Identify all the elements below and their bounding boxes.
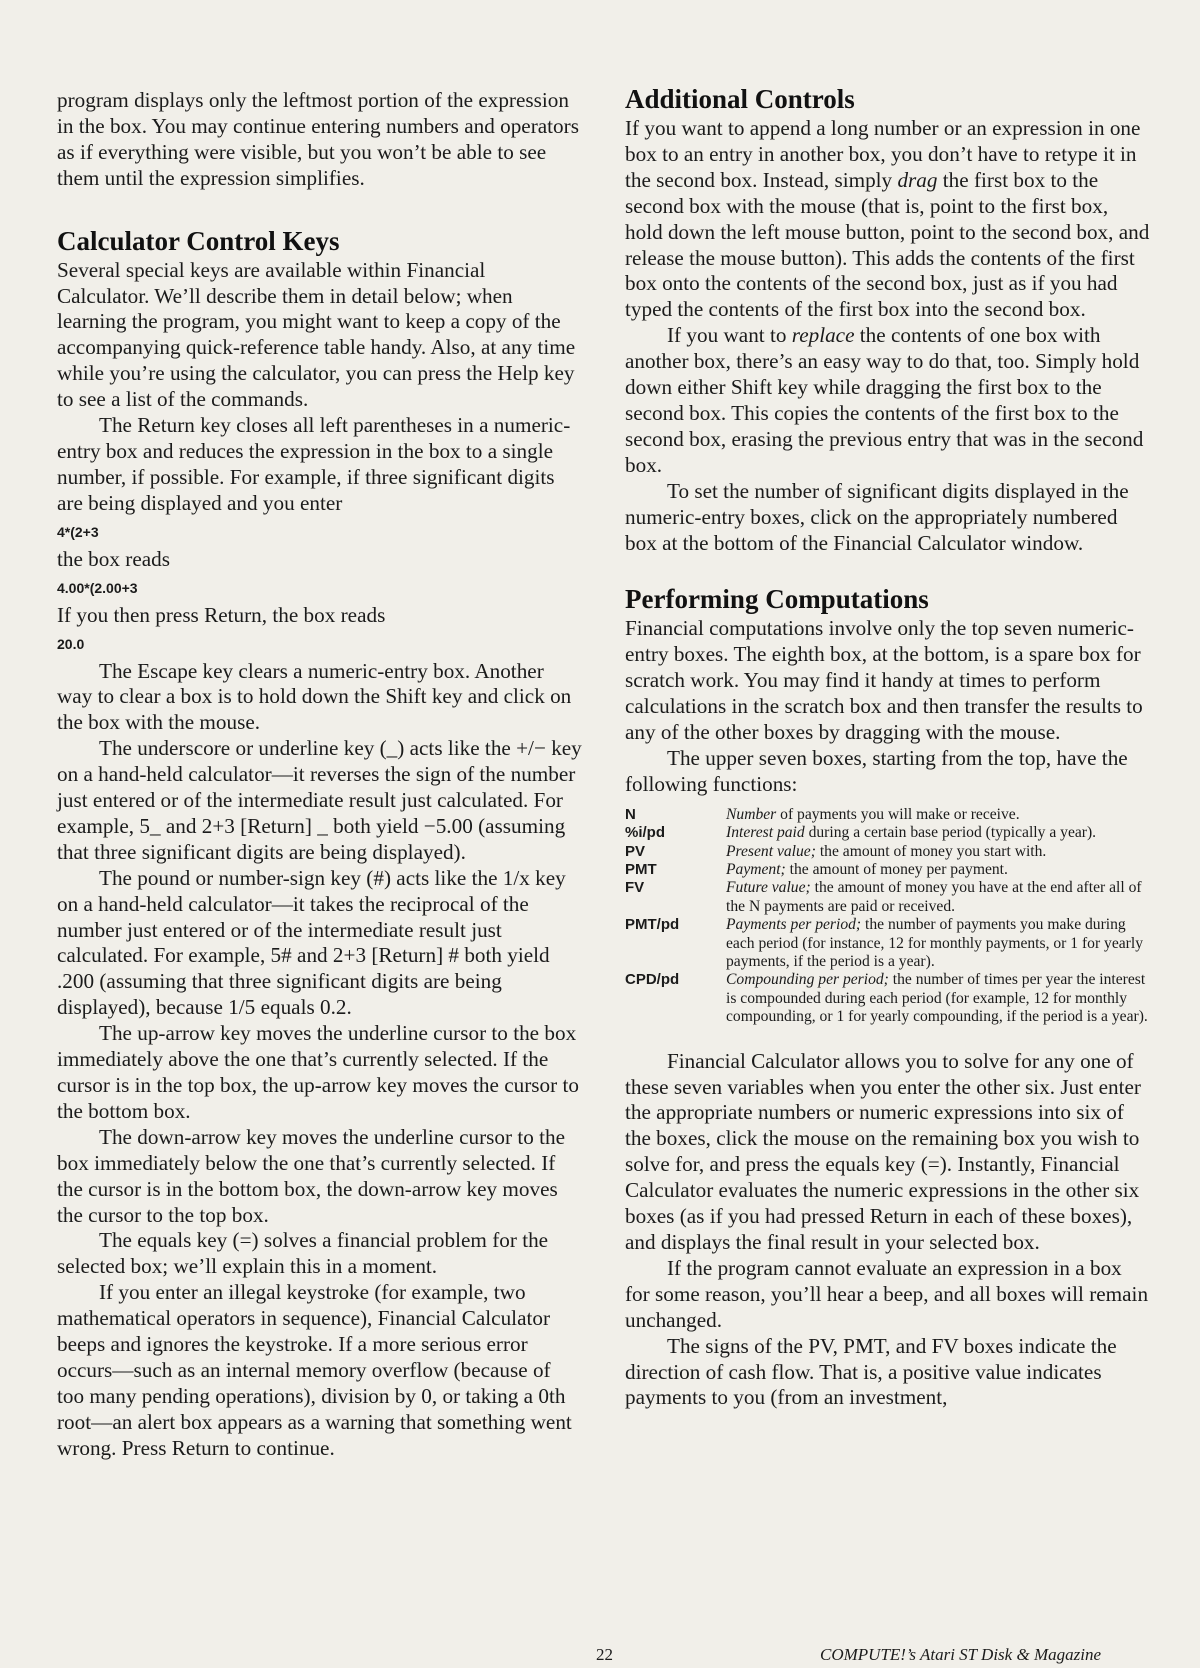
variable-desc-text: during a certain base period (typically a year). <box>804 824 1097 842</box>
code-example: 4*(2+3 <box>57 523 99 540</box>
variable-description <box>726 916 1150 971</box>
variable-description <box>726 971 1150 1026</box>
table-row <box>625 861 1150 879</box>
variable-desc-text: the amount of money you start with. <box>815 842 1047 860</box>
paragraph: The equals key (=) solves a financial problem for the selected box; we’ll explain this in a moment. <box>57 1228 549 1279</box>
variable-term: Payment; <box>726 860 786 878</box>
text: the contents of one box with another box, there’s an easy way to do that, too. Simply hold down either Shift key while dragging the first box to the second box. This copies the contents of the first box to the second box, erasing the previous entry that was in the second box. <box>625 323 1144 477</box>
variable-key: PV <box>625 842 646 860</box>
code-example: 20.0 <box>57 635 85 652</box>
magazine-title: COMPUTE!’s Atari ST Disk & Magazine <box>820 1645 1101 1664</box>
code-example: 4.00*(2.00+3 <box>57 579 138 596</box>
table-row <box>625 879 1150 916</box>
paragraph: The up-arrow key moves the underline cursor to the box immediately above the one that’s currently selected. If the cursor is in the top box, the up-arrow key moves the cursor to the bottom box. <box>57 1021 579 1123</box>
variable-desc-text: the amount of money you have at the end after all of the N payments are paid or received. <box>726 879 1142 915</box>
paragraph: To set the number of significant digits displayed in the numeric-entry boxes, click on the appropriately numbered box at the bottom of the Financial Calculator window. <box>625 478 1129 555</box>
table-row <box>625 916 1150 971</box>
table-row <box>625 843 1150 861</box>
variable-desc-text: the number of payments you make during each period (for instance, 12 for monthly payments, or 1 for yearly payments, if the period is a year). <box>726 916 1143 970</box>
page-number: 22 <box>596 1645 613 1664</box>
table-row <box>625 971 1150 1026</box>
paragraph: If you enter an illegal keystroke (for example, two mathematical operators in sequence), Financial Calculator beeps and ignores the keystroke. If a more serious error occurs—such as an internal memory overflow (because of too many pending operations), division by 0, or taking a 0th root—an alert box appears as a warning that something went wrong. Press Return to continue. <box>57 1280 572 1460</box>
variable-desc-text: the number of times per year the interest is compounded during each period (for example, 12 for monthly compounding, or 1 for yearly compounding, if the period is a year). <box>726 971 1148 1026</box>
variable-term: Number <box>726 805 777 823</box>
variable-term: Future value; <box>726 879 811 897</box>
paragraph: Several special keys are available within Financial Calculator. We’ll describe them in detail below; when learning the program, you might want to keep a copy of the accompanying quick-reference table handy. Also, at any time while you’re using the calculator, you can press the Help key to see a list of the commands. <box>57 257 576 412</box>
variables-table <box>625 806 1150 1027</box>
paragraph: The upper seven boxes, starting from the top, have the following functions: <box>625 745 1128 796</box>
variable-key: PMT <box>625 860 657 878</box>
variable-key: %i/pd <box>625 824 665 842</box>
paragraph: The pound or number-sign key (#) acts like the 1/x key on a hand-held calculator—it takes the reciprocal of the number just entered or of the intermediate result just calculated. For example, 5# and 2+3 [Return] # both yield .200 (assuming that three significant digits are being displayed), because 1/5 equals 0.2. <box>57 865 566 1020</box>
right-column <box>625 84 1150 1411</box>
paragraph: The down-arrow key moves the underline cursor to the box immediately below the one that’s currently selected. If the cursor is in the bottom box, the down-arrow key moves the cursor to the top box. <box>57 1124 565 1227</box>
variable-desc-text: the amount of money per payment. <box>785 860 1008 878</box>
variable-desc-text: of payments you will make or receive. <box>776 805 1020 823</box>
text: the first box to the second box with the mouse (that is, point to the first box, hold down the left mouse button, point to the second box, and release the mouse button). This adds the contents of the first box onto the contents of the second box, just as if you had typed the contents of the first box into the second box. <box>625 167 1150 322</box>
paragraph: Financial Calculator allows you to solve for any one of these seven variables when you enter the other six. Just enter the appropriate numbers or numeric expressions into six of the boxes, click the mouse on the remaining box you wish to solve for, and press the equals key (=). Instantly, Financial Calculator evaluates the numeric expressions in the other six boxes (as if you had pressed Return in each of these boxes), and displays the final result in your selected box. <box>625 1048 1141 1254</box>
intro-paragraph: program displays only the leftmost portion of the expression in the box. You may continue entering numbers and operators as if everything were visible, but you won’t be able to see them until the expression simplifies. <box>57 88 579 190</box>
text: If you want to append a long number or an expression in one box to an entry in another box, you don’t have to retype it in the second box. Instead, simply <box>625 116 1141 192</box>
emphasis: drag <box>897 167 938 192</box>
variable-key: N <box>625 805 636 823</box>
paragraph: The Return key closes all left parentheses in a numeric-entry box and reduces the expression in the box to a single number, if possible. For example, if three significant digits are being displayed and you enter <box>57 413 571 515</box>
variable-description <box>726 861 1150 879</box>
table-row <box>625 806 1150 824</box>
paragraph: the box reads <box>57 546 170 571</box>
paragraph <box>625 323 1150 478</box>
variable-key: PMT/pd <box>625 916 680 934</box>
variable-term: Interest paid <box>726 824 805 842</box>
text: If you want to <box>667 323 792 348</box>
emphasis: replace <box>791 323 855 348</box>
variable-description <box>726 806 1150 824</box>
variable-term: Payments per period; <box>726 916 862 934</box>
variable-description <box>726 824 1150 842</box>
paragraph: Financial computations involve only the top seven numeric-entry boxes. The eighth box, at the bottom, is a spare box for scratch work. You may find it handy at times to perform calculations in the scratch box and then transfer the results to any of the other boxes by dragging with the mouse. <box>625 616 1143 745</box>
paragraph <box>625 116 1150 323</box>
variable-description <box>726 843 1150 861</box>
paragraph: The underscore or underline key (_) acts like the +/− key on a hand-held calculator—it reverses the sign of the number just entered or of the intermediate result just calculated. For example, 5_ and 2+3 [Return] _ both yield −5.00 (assuming that three significant digits are being displayed). <box>57 736 582 864</box>
table-row <box>625 824 1150 842</box>
section-heading-performing-computations: Performing Computations <box>625 584 929 615</box>
paragraph: The Escape key clears a numeric-entry box. Another way to clear a box is to hold down the Shift key and click on the box with the mouse. <box>57 658 572 735</box>
variable-key: FV <box>625 879 645 897</box>
left-column <box>57 88 582 1462</box>
variable-description <box>726 879 1150 916</box>
paragraph: If you then press Return, the box reads <box>57 602 386 627</box>
paragraph: The signs of the PV, PMT, and FV boxes indicate the direction of cash flow. That is, a positive value indicates payments to you (from an investment, <box>625 1333 1117 1410</box>
section-heading-calculator-control-keys: Calculator Control Keys <box>57 225 340 256</box>
section-heading-additional-controls: Additional Controls <box>625 84 855 114</box>
paragraph: If the program cannot evaluate an expression in a box for some reason, you’ll hear a beep, and all boxes will remain unchanged. <box>625 1255 1149 1332</box>
variable-term: Compounding per period; <box>726 971 889 989</box>
variable-term: Present value; <box>726 842 816 860</box>
variable-key: CPD/pd <box>625 971 680 989</box>
